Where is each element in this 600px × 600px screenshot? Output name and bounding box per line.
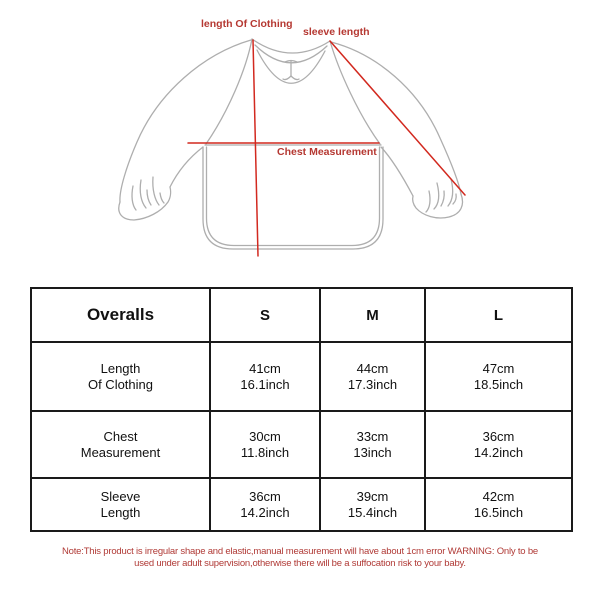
- value-cm: 36cm: [482, 428, 515, 444]
- value-cell-l: [425, 342, 572, 411]
- value-cell-m: [320, 411, 425, 478]
- value-inch: 16.1inch: [240, 376, 290, 392]
- header-size-m: M: [320, 288, 425, 342]
- table-row-chest-measurement: [31, 411, 572, 478]
- value-cm: 33cm: [356, 428, 389, 444]
- label-chest-measurement: Chest Measurement: [277, 146, 377, 158]
- cuff-right: [413, 194, 463, 218]
- header-size-l: L: [425, 288, 572, 342]
- warning-note-line-2: used under adult supervision,otherwise there will be a suffocation risk to your baby.: [134, 557, 466, 569]
- warning-note-line-1: Note:This product is irregular shape and elastic,manual measurement will have about 1cm error WARNING: Only to be: [61, 546, 538, 557]
- value-cm: 47cm: [482, 360, 515, 376]
- table-row-length-of-clothing: [31, 342, 572, 411]
- table-row-sleeve-length: [31, 478, 572, 531]
- row-label-line: Chest: [103, 428, 138, 444]
- value-cm: 44cm: [356, 360, 389, 376]
- value-cell-l: [425, 478, 572, 531]
- row-label-cell: [31, 478, 210, 531]
- size-table: [30, 287, 573, 532]
- sleeve-left-outer: [120, 40, 251, 202]
- value-cell-m: [320, 342, 425, 411]
- length-measurement-line: [253, 40, 258, 256]
- raglan-seam-right: [330, 41, 380, 144]
- cuff-scribbles-left: [132, 177, 164, 210]
- row-label-cell: [31, 411, 210, 478]
- sleeve-measurement-line: [330, 41, 465, 195]
- value-inch: 17.3inch: [347, 376, 398, 392]
- warning-note: [0, 546, 600, 569]
- raglan-seam-left: [206, 39, 252, 144]
- value-cm: 39cm: [356, 488, 389, 504]
- header-size-s: S: [210, 288, 320, 342]
- garment-outline: [119, 39, 463, 249]
- garment-line-drawing: [0, 0, 600, 285]
- pocket-inner: [207, 147, 380, 246]
- row-label-line: Length: [100, 504, 141, 520]
- value-inch: 14.2inch: [240, 504, 290, 520]
- pocket-outer: [203, 147, 383, 249]
- row-label-line: Sleeve: [100, 488, 141, 504]
- row-label-cell: [31, 342, 210, 411]
- value-cm: 36cm: [249, 488, 281, 504]
- value-cell-s: [210, 478, 320, 531]
- garment-measurement-diagram: [0, 0, 600, 285]
- value-cm: 41cm: [249, 360, 281, 376]
- value-inch: 13inch: [353, 444, 392, 460]
- size-table-header-row: [31, 288, 572, 342]
- value-cell-m: [320, 478, 425, 531]
- value-inch: 14.2inch: [473, 444, 524, 460]
- value-cell-l: [425, 411, 572, 478]
- value-cm: 30cm: [249, 428, 281, 444]
- row-label-line: Length: [100, 360, 141, 376]
- cuff-left: [119, 187, 171, 220]
- value-cell-s: [210, 411, 320, 478]
- value-inch: 15.4inch: [347, 504, 398, 520]
- cuff-scribbles-right: [426, 179, 456, 212]
- value-inch: 11.8inch: [240, 444, 290, 460]
- neckline-outer: [252, 39, 330, 53]
- label-length-of-clothing: length Of Clothing: [201, 18, 293, 30]
- row-label-line: Measurement: [80, 444, 161, 460]
- value-cm: 42cm: [482, 488, 515, 504]
- label-sleeve-length: sleeve length: [303, 26, 370, 38]
- neck-placket-mark: [283, 61, 299, 80]
- value-inch: 18.5inch: [473, 376, 524, 392]
- header-overalls: Overalls: [31, 288, 210, 342]
- value-inch: 16.5inch: [473, 504, 524, 520]
- sleeve-left-inner: [170, 147, 203, 187]
- row-label-line: Of Clothing: [87, 376, 154, 392]
- sleeve-right-inner: [381, 147, 413, 196]
- value-cell-s: [210, 342, 320, 411]
